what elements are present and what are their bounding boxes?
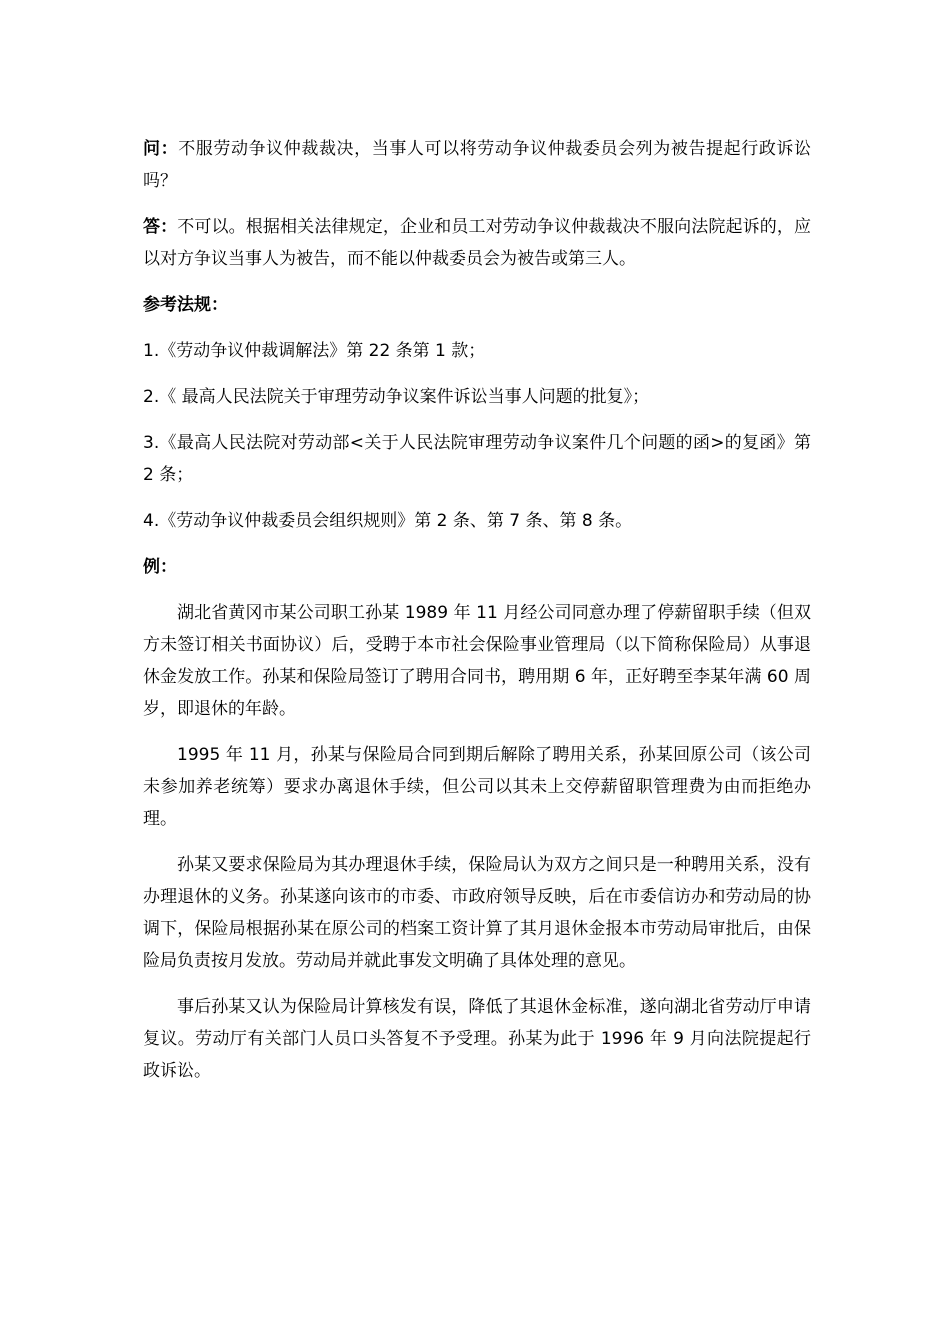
question-paragraph: [143, 133, 811, 197]
answer-label: 答：: [143, 217, 178, 237]
document-body: [143, 133, 811, 1101]
references-heading: 参考法规：: [143, 295, 228, 315]
answer-text: 不可以。根据相关法律规定，企业和员工对劳动争议仲裁裁决不服向法院起诉的，应以对方争议当事人为被告，而不能以仲裁委员会为被告或第三人。: [143, 217, 812, 269]
example-heading: 例：: [143, 557, 177, 577]
reference-item-4: 4.《劳动争议仲裁委员会组织规则》第 2 条、第 7 条、第 8 条。: [143, 511, 633, 531]
question-text: 不服劳动争议仲裁裁决，当事人可以将劳动争议仲裁委员会列为被告提起行政诉讼吗？: [143, 139, 812, 191]
reference-item-3: 3.《最高人民法院对劳动部<关于人民法院审理劳动争议案件几个问题的函>的复函》第 2 条；: [143, 433, 811, 485]
reference-item-2: 2.《 最高人民法院关于审理劳动争议案件诉讼当事人问题的批复》；: [143, 387, 650, 407]
answer-paragraph: [143, 211, 811, 275]
reference-item-1: 1.《劳动争议仲裁调解法》第 22 条第 1 款；: [143, 341, 486, 361]
example-paragraph-2: 1995 年 11 月，孙某与保险局合同到期后解除了聘用关系，孙某回原公司（该公司未参加养老统筹）要求办离退休手续，但公司以其未上交停薪留职管理费为由而拒绝办理。: [143, 745, 811, 829]
example-paragraph-1: 湖北省黄冈市某公司职工孙某 1989 年 11 月经公司同意办理了停薪留职手续（但双方未签订相关书面协议）后，受聘于本市社会保险事业管理局（以下简称保险局）从事退休金发放工作。孙某和保险局签订了聘用合同书，聘用期 6 年，正好聘至李某年满 60 周岁，即退休的年龄。: [143, 603, 811, 719]
example-paragraph-3: 孙某又要求保险局为其办理退休手续，保险局认为双方之间只是一种聘用关系，没有办理退休的义务。孙某遂向该市的市委、市政府领导反映，后在市委信访办和劳动局的协调下，保险局根据孙某在原公司的档案工资计算了其月退休金报本市劳动局审批后，由保险局负责按月发放。劳动局并就此事发文明确了具体处理的意见。: [143, 855, 811, 971]
example-paragraph-4: 事后孙某又认为保险局计算核发有误，降低了其退休金标准，遂向湖北省劳动厅申请复议。劳动厅有关部门人员口头答复不予受理。孙某为此于 1996 年 9 月向法院提起行政诉讼。: [143, 997, 811, 1081]
question-label: 问：: [143, 139, 179, 159]
